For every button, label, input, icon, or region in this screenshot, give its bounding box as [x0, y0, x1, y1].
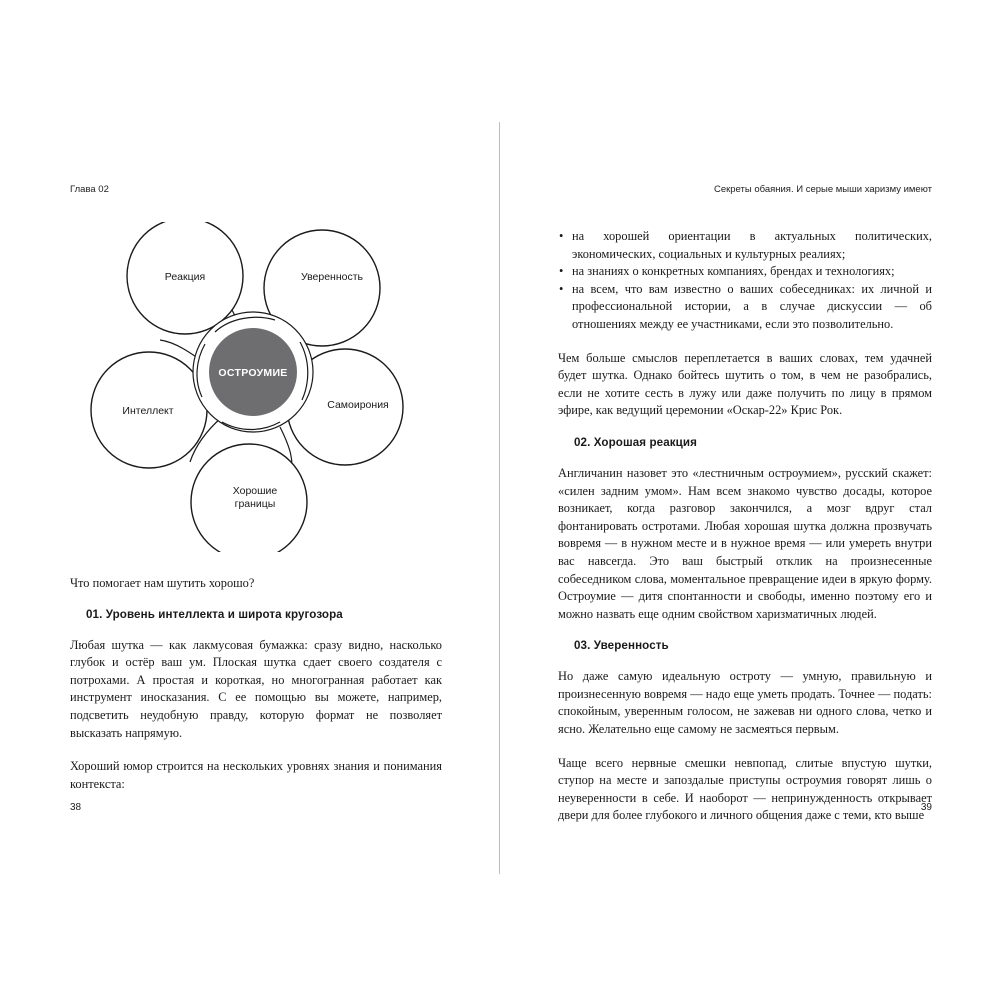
- left-body: [70, 575, 442, 793]
- list-item: • на хорошей ориентации в актуальных политических, экономических, социальных и культурных реалиях;: [559, 229, 932, 261]
- page-number: 38: [70, 802, 82, 813]
- petal-label-self-irony: Самоирония: [327, 399, 389, 411]
- paragraph: Англичанин назовет это «лестничным остроумием», русский скажет: «силен задним умом». Нам всем знакомо чувство досады, которое возникает, когда разговор закончился, а мозг вдруг стал фонтанировать остротами. Любая хорошая шутка должна прозвучать вовремя — в нужном месте и в нужное время — или умереть внутри вас навсегда. Это ваш быстрый отклик на произнесенные собеседником слова, моментальное превращение идеи в яркую форму. Остроумие — дитя спонтанности и свободы, именно поэтому его и можно назвать еще одним свойством харизматичных людей.: [558, 465, 932, 621]
- bullet-list: [558, 228, 932, 334]
- bullet-icon: •: [559, 281, 564, 296]
- bullet-icon: •: [559, 264, 564, 279]
- book-spine: [499, 122, 500, 874]
- section-heading-02: 02. Хорошая реакция: [574, 435, 697, 449]
- page-number: 39: [920, 802, 932, 813]
- center-label: ОСТРОУМИЕ: [218, 367, 288, 379]
- paragraph: Чем больше смыслов переплетается в ваших словах, тем удачней будет шутка. Однако бойтесь шутить о том, в чем не разобрались, если не хотите сесть в лужу или даже получить по лицу в прямом эфире, как ведущий церемонии «Оскар-22» Крис Рок.: [558, 350, 932, 418]
- list-item: • на знаниях о конкретных компаниях, брендах и технологиях;: [558, 263, 932, 281]
- petal-label-boundaries-2: границы: [234, 498, 276, 510]
- petal-label-confidence: Уверенность: [300, 271, 364, 283]
- section-heading-01: 01. Уровень интеллекта и широта кругозора: [86, 607, 343, 621]
- paragraph: Хороший юмор строится на нескольких уровнях знания и понимания контекста:: [70, 759, 442, 791]
- left-page: [70, 0, 442, 1000]
- paragraph: Чаще всего нервные смешки невпопад, слитые впустую шутки, ступор на месте и запоздалые приступы остроумия говорят лишь о неуверенности в себе. И наоборот — непринужденность открывает двери для более глубокого и личного общения даже с теми, кто выше: [558, 755, 932, 823]
- petal-label-intellect: Интеллект: [122, 405, 174, 417]
- right-page: [558, 0, 932, 1000]
- paragraph: Любая шутка — как лакмусовая бумажка: сразу видно, насколько глубок и остёр ваш ум. Плоская шутка сдает своего создателя с потрохами. А простая и короткая, но многогранная работает как инструмент иносказания. С ее помощью вы можете, например, подсветить неудобную правду, которую формат не позволяет высказать напрямую.: [70, 637, 442, 740]
- wit-diagram: [90, 222, 420, 552]
- intro-question: Что помогает нам шутить хорошо?: [70, 576, 255, 590]
- petal-label-reaction: Реакция: [164, 271, 206, 283]
- section-heading-03: 03. Уверенность: [574, 639, 669, 653]
- bullet-icon: •: [559, 229, 564, 243]
- petal-label-boundaries-1: Хорошие: [232, 485, 278, 497]
- paragraph: Но даже самую идеальную остроту — умную, правильную и произнесенную вовремя — надо еще уметь продать. Точнее — подать: спокойным, уверенным голосом, не зажевав ни одного слова, четко и ясно. Желательно еще самому не засмеяться первым.: [558, 669, 932, 737]
- right-body: [558, 228, 932, 825]
- chapter-header: Глава 02: [70, 184, 109, 195]
- list-item: • на всем, что вам известно о ваших собеседниках: их личной и профессиональной истории, а в случае дискуссии — об отношениях между ее участниками, если это позволительно.: [559, 281, 932, 331]
- running-header: Секреты обаяния. И серые мыши харизму имеют: [713, 184, 932, 195]
